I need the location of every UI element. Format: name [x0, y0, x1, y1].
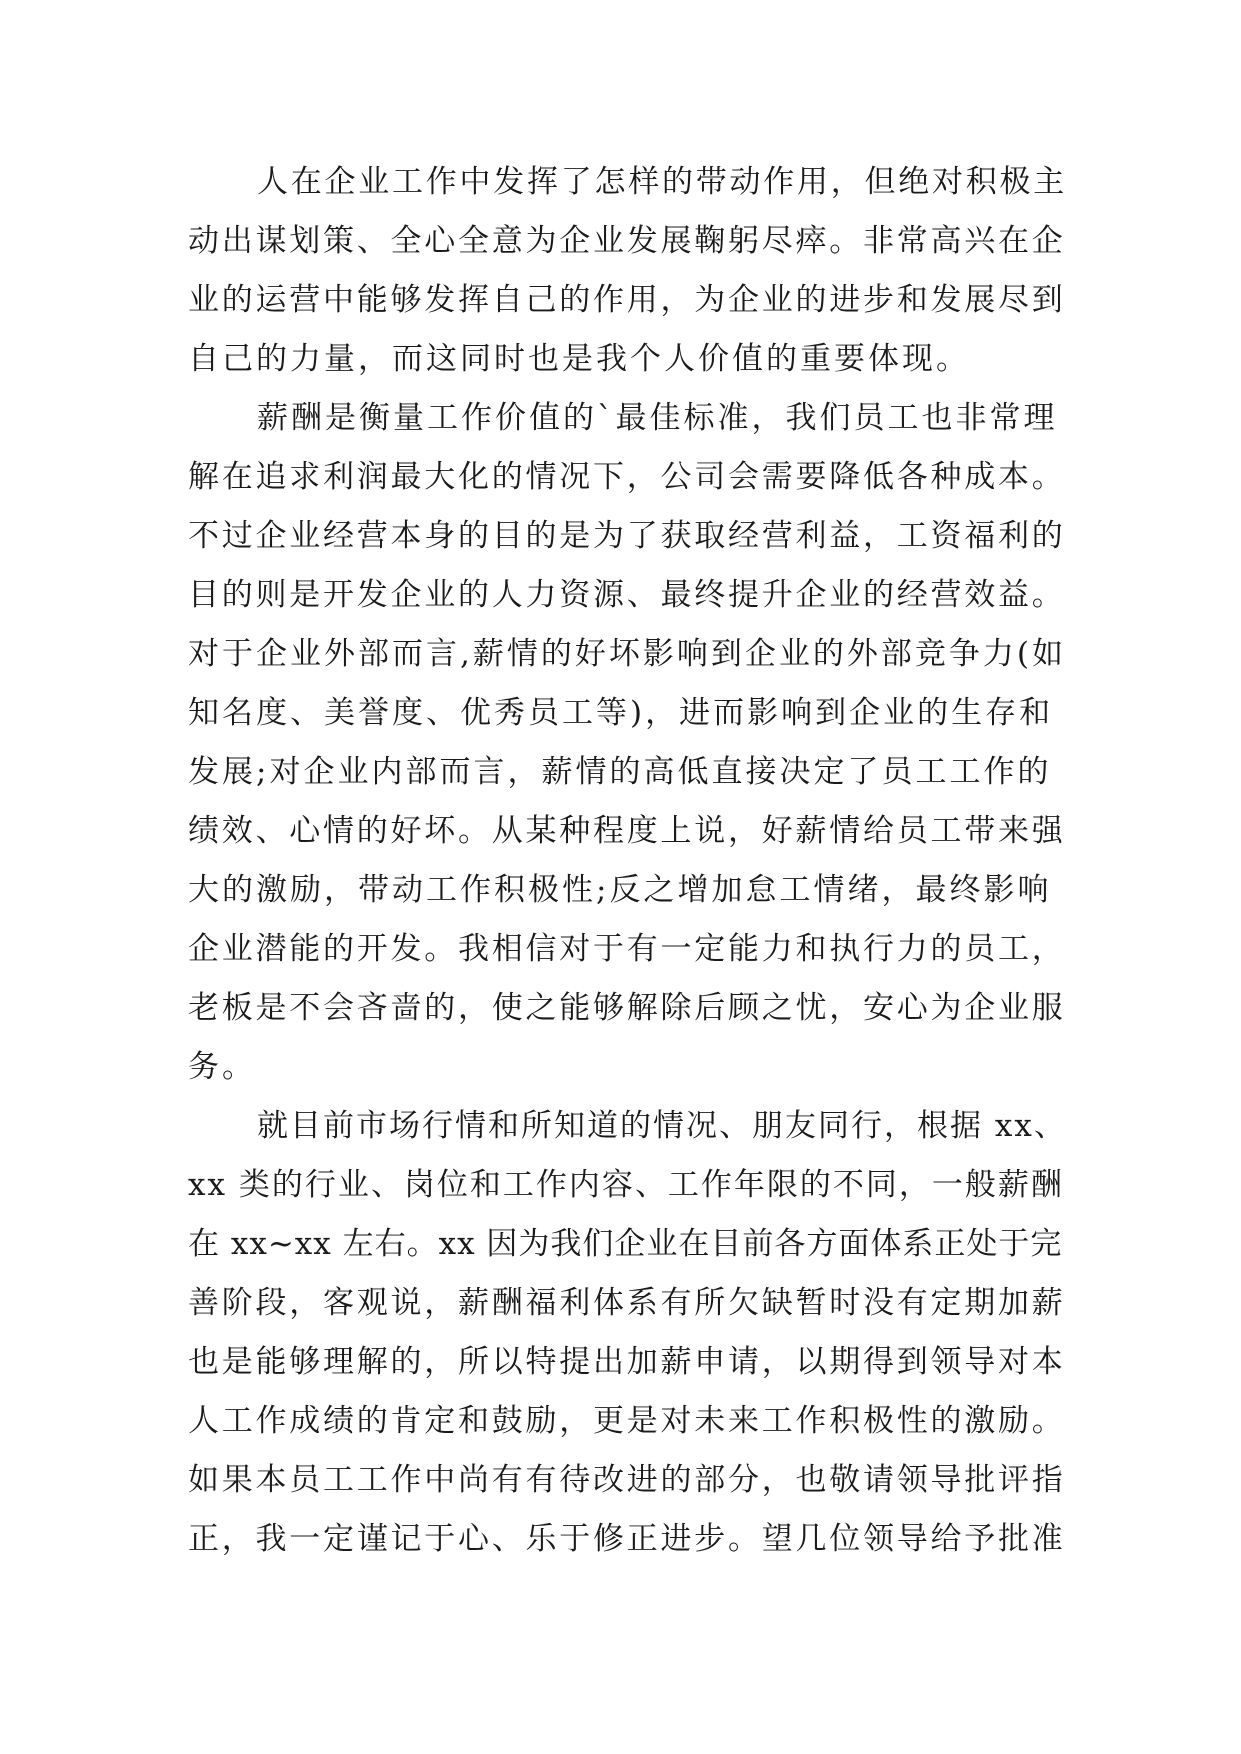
text-line: 发展;对企业内部而言，薪情的高低直接决定了员工工作的: [188, 754, 1052, 790]
text-line: 人在企业工作中发挥了怎样的带动作用，但绝对积极主: [257, 164, 1067, 200]
text-line: xx 类的行业、岗位和工作内容、工作年限的不同，一般薪酬: [188, 1167, 1064, 1203]
text-line: 业的运营中能够发挥自己的作用，为企业的进步和发展尽到: [188, 282, 1066, 318]
text-line: 大的激励，带动工作积极性;反之增加怠工情绪，最终影响: [188, 872, 1052, 908]
text-line: 善阶段，客观说，薪酬福利体系有所欠缺暂时没有定期加薪: [188, 1285, 1066, 1321]
text-line: 务。: [188, 1049, 256, 1085]
text-line: 解在追求利润最大化的情况下，公司会需要降低各种成本。: [188, 459, 1066, 495]
text-line: 薪酬是衡量工作价值的`最佳标准，我们员工也非常理: [257, 400, 1058, 436]
text-line: 企业潜能的开发。我相信对于有一定能力和执行力的员工，: [188, 931, 1066, 967]
text-line: 在 xx~xx 左右。xx 因为我们企业在目前各方面体系正处于完: [188, 1226, 1063, 1262]
text-line: 正，我一定谨记于心、乐于修正进步。望几位领导给予批准: [188, 1521, 1066, 1557]
text-line: 目的则是开发企业的人力资源、最终提升企业的经营效益。: [188, 577, 1066, 613]
text-line: 不过企业经营本身的目的是为了获取经营利益，工资福利的: [188, 518, 1066, 554]
text-line: 绩效、心情的好坏。从某种程度上说，好薪情给员工带来强: [188, 813, 1066, 849]
text-line: 就目前市场行情和所知道的情况、朋友同行，根据 xx、: [257, 1108, 1067, 1144]
text-line: 自己的力量，而这同时也是我个人价值的重要体现。: [188, 341, 970, 377]
text-line: 对于企业外部而言,薪情的好坏影响到企业的外部竞争力(如: [188, 636, 1066, 672]
text-line: 也是能够理解的，所以特提出加薪申请，以期得到领导对本: [188, 1344, 1066, 1380]
text-line: 老板是不会吝啬的，使之能够解除后顾之忧，安心为企业服: [188, 990, 1066, 1026]
document-body: [188, 153, 1068, 1569]
text-line: 动出谋划策、全心全意为企业发展鞠躬尽瘁。非常高兴在企: [188, 223, 1066, 259]
text-line: 人工作成绩的肯定和鼓励，更是对未来工作积极性的激励。: [188, 1403, 1066, 1439]
text-line: 如果本员工工作中尚有有待改进的部分，也敬请领导批评指: [188, 1462, 1066, 1498]
text-line: 知名度、美誉度、优秀员工等)，进而影响到企业的生存和: [188, 695, 1054, 731]
